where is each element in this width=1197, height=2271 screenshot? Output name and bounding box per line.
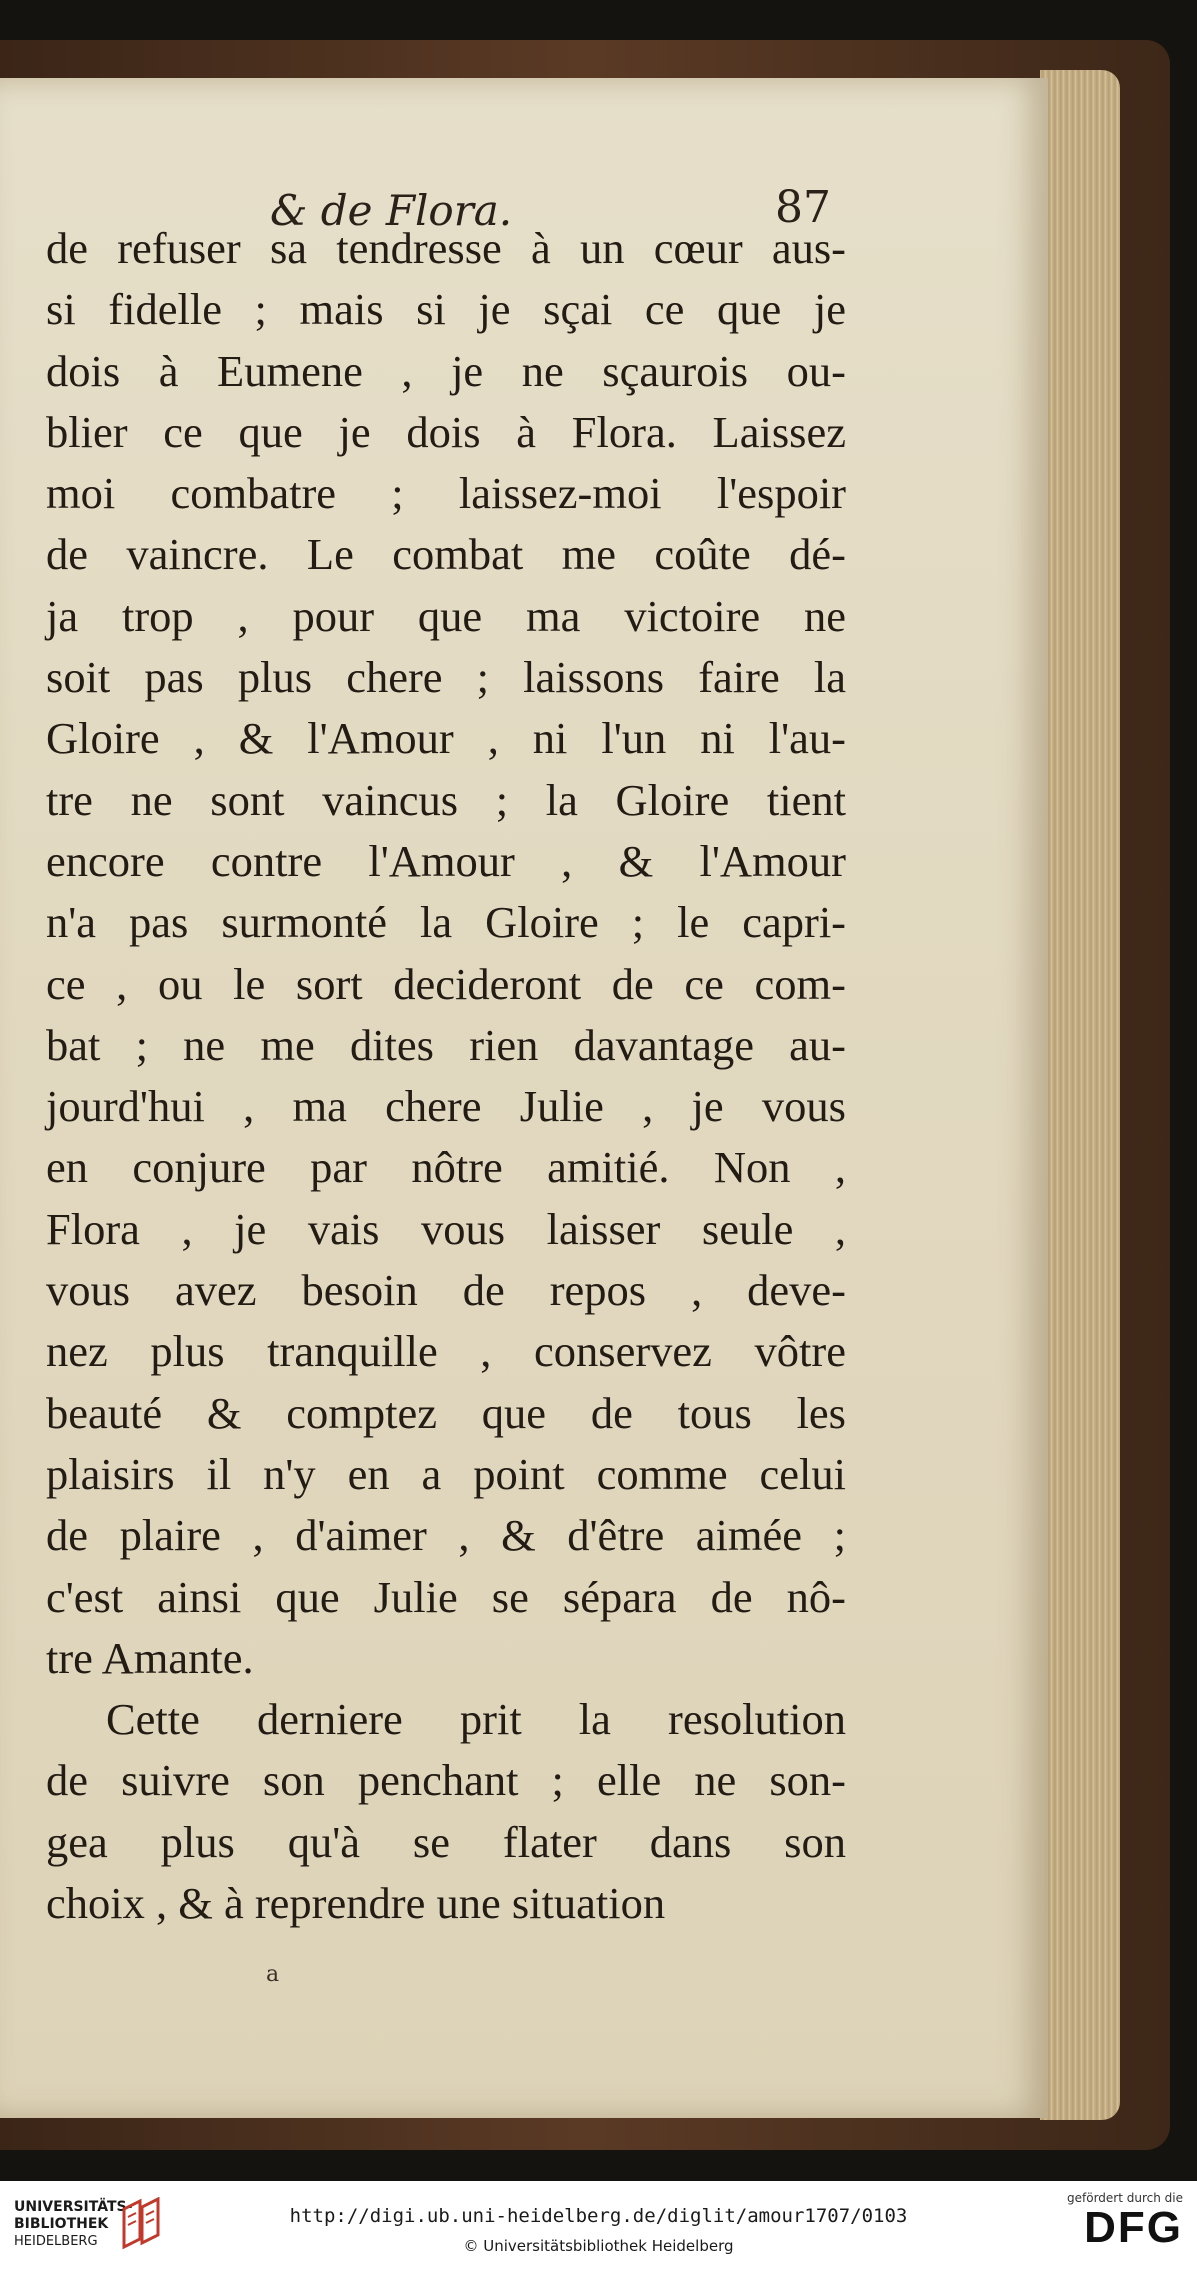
text-line: vous avez besoin de repos , deve- bbox=[46, 1265, 846, 1316]
text-line: n'a pas surmonté la Gloire ; le capri- bbox=[46, 897, 846, 948]
text-line: dois à Eumene , je ne sçaurois ou- bbox=[46, 345, 846, 396]
text-line: ce , ou le sort decideront de ce com- bbox=[46, 958, 846, 1009]
permalink-url[interactable]: http://digi.ub.uni-heidelberg.de/diglit/amour1707/0103 bbox=[289, 2205, 908, 2227]
funder-name: DFG bbox=[1084, 2203, 1183, 2252]
text-line: blier ce que je dois à Flora. Laissez bbox=[46, 406, 846, 457]
text-line: moi combatre ; laissez-moi l'espoir bbox=[46, 468, 846, 519]
signature-mark: a bbox=[266, 1962, 280, 1987]
page-number: 87 bbox=[775, 182, 831, 233]
library-name-line1: UNIVERSITÄTS- bbox=[14, 2199, 133, 2215]
text-line: bat ; ne me dites rien davantage au- bbox=[46, 1019, 846, 1070]
running-head: & de Flora. bbox=[270, 186, 513, 235]
footer-bar bbox=[0, 2181, 1197, 2271]
text-line: beauté & comptez que de tous les bbox=[46, 1387, 846, 1438]
text-line: tre ne sont vaincus ; la Gloire tient bbox=[46, 774, 846, 825]
text-line: de vaincre. Le combat me coûte dé- bbox=[46, 529, 846, 580]
copyright-notice: © Universitätsbibliothek Heidelberg bbox=[463, 2237, 734, 2255]
text-line: choix , & à reprendre une situation bbox=[46, 1878, 666, 1929]
funding-label: gefördert durch die bbox=[1067, 2191, 1183, 2205]
text-line: c'est ainsi que Julie se sépara de nô- bbox=[46, 1571, 846, 1622]
dfg-logo[interactable] bbox=[1043, 2191, 1183, 2251]
text-line: ja trop , pour que ma victoire ne bbox=[46, 590, 846, 641]
library-name-line3: HEIDELBERG bbox=[14, 2234, 98, 2249]
text-line: plaisirs il n'y en a point comme celui bbox=[46, 1448, 846, 1499]
text-line: de plaire , d'aimer , & d'être aimée ; bbox=[46, 1510, 846, 1561]
text-line: nez plus tranquille , conservez vôtre bbox=[46, 1326, 846, 1377]
text-line: encore contre l'Amour , & l'Amour bbox=[46, 835, 846, 886]
library-name-line2: BIBLIOTHEK bbox=[14, 2216, 109, 2232]
page-edges bbox=[1040, 70, 1120, 2120]
text-line: de suivre son penchant ; elle ne son- bbox=[46, 1755, 846, 1806]
text-line: soit pas plus chere ; laissons faire la bbox=[46, 652, 846, 703]
text-line: de refuser sa tendresse à un cœur aus- bbox=[46, 223, 846, 273]
body-text bbox=[46, 218, 846, 1934]
text-line: en conjure par nôtre amitié. Non , bbox=[46, 1142, 846, 1193]
text-line: si fidelle ; mais si je sçai ce que je bbox=[46, 284, 846, 335]
text-line: gea plus qu'à se flater dans son bbox=[46, 1816, 846, 1867]
text-line: tre Amante. bbox=[46, 1632, 254, 1683]
text-line: jourd'hui , ma chere Julie , je vous bbox=[46, 1081, 846, 1132]
text-line: Flora , je vais vous laisser seule , bbox=[46, 1203, 846, 1254]
text-line: Gloire , & l'Amour , ni l'un ni l'au- bbox=[46, 713, 846, 764]
text-line: Cette derniere prit la resolution bbox=[106, 1694, 846, 1745]
